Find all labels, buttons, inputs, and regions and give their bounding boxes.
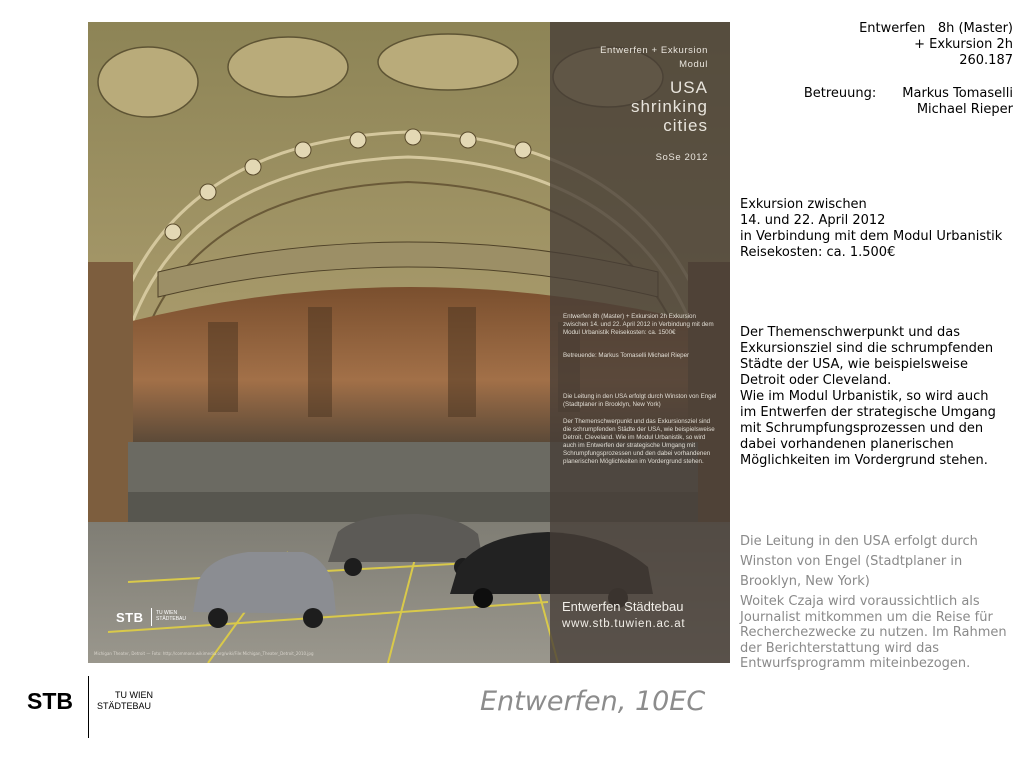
poster-title-line: cities [663, 116, 708, 135]
poster-title-line: USA [670, 78, 708, 97]
theme-line: mit Schrumpfungsprozessen und den [740, 421, 984, 436]
course-number: 260.187 [959, 53, 1013, 68]
theme-line: Der Themenschwerpunkt und das [740, 325, 961, 340]
poster-footer-title: Entwerfen Städtebau [562, 599, 684, 614]
excursion-line: 14. und 22. April 2012 [740, 213, 886, 228]
course-hours: Entwerfen 8h (Master) [859, 21, 1013, 36]
poster-semester: SoSe 2012 [655, 152, 708, 163]
theme-line: Wie im Modul Urbanistik, so wird auch [740, 389, 989, 404]
poster-title [631, 78, 708, 135]
theme-line: im Entwerfen der strategische Umgang [740, 405, 996, 420]
excursion-line: Reisekosten: ca. 1.500€ [740, 245, 896, 260]
leitung-line: Winston von Engel (Stadtplaner in [740, 554, 963, 569]
poster-leitung: Die Leitung in den USA erfolgt durch Winston von Engel (Stadtplaner in Brooklyn, New York) [563, 393, 717, 408]
poster-stb-divider [151, 608, 152, 626]
logo-divider [88, 676, 89, 738]
leitung-info [740, 532, 1015, 592]
poster-stb-logo [116, 609, 187, 627]
stb-logo-abbr: STB [27, 688, 73, 714]
poster-theme: Der Themenschwerpunkt und das Exkursionsziel sind die schrumpfenden Städte der USA, wie beispielsweise Detroit, Cleveland. Wie im Modul Urbanistik, so wird auch im Entwerfen der strategische Umgang mit Schrumpfungsprozessen und den dabei vorhandenen planerischen Möglichkeiten im Vordergrund stehen. [563, 418, 715, 465]
course-excursion-hours: + Exkursion 2h [914, 37, 1013, 52]
journalist-line: Journalist mitkommen um die Reise für [740, 609, 993, 625]
journalist-info [740, 594, 1015, 672]
footer-title: Entwerfen, 10EC [480, 686, 706, 717]
leitung-line: Brooklyn, New York) [740, 574, 870, 589]
theme-description [740, 325, 1015, 469]
supervision-label: Betreuung: [803, 86, 877, 101]
institute-line: TU WIEN [115, 690, 153, 700]
excursion-line: in Verbindung mit dem Modul Urbanistik [740, 229, 1003, 244]
leitung-line: Die Leitung in den USA erfolgt durch [740, 534, 978, 549]
supervisor-name: Michael Rieper [916, 102, 1013, 117]
poster-footer-url: www.stb.tuwien.ac.at [562, 618, 686, 630]
poster-stb-institute [156, 610, 186, 622]
poster-stb-abbr: STB [116, 610, 144, 625]
journalist-line: Entwurfsprogramm miteinbezogen. [740, 656, 971, 671]
poster-course-info: Entwerfen 8h (Master) + Exkursion 2h Exkursion zwischen 14. und 22. April 2012 in Verbindung mit dem Modul Urbanistik Reisekosten: ca. 1500€ [563, 313, 714, 336]
theme-line: dabei vorhandenen planerischen [740, 437, 954, 452]
supervision [753, 86, 1013, 118]
poster-heading-line: Modul [679, 59, 708, 70]
poster-heading-line: Entwerfen + Exkursion [600, 45, 708, 56]
excursion-info [740, 197, 1015, 261]
poster-photo-credit: Michigan Theater, Detroit — Foto: http://commons.wikimedia.org/wiki/File:Michigan_Theater_Detroit_2010.jpg [94, 651, 314, 656]
theme-line: Möglichkeiten im Vordergrund stehen. [740, 453, 988, 468]
theme-line: Exkursionsziel sind die schrumpfenden [740, 341, 994, 356]
poster-stb-institute-line: STÄDTEBAU [156, 616, 187, 622]
excursion-line: Exkursion zwischen [740, 197, 867, 212]
poster-stb-institute-line: TU WIEN [156, 610, 178, 616]
theme-line: Detroit oder Cleveland. [740, 373, 892, 388]
institute-line: STÄDTEBAU [97, 701, 152, 711]
journalist-line: Recherchezwecke zu nutzen. Im Rahmen [740, 625, 1007, 640]
poster-supervisors: Betreuende: Markus Tomaselli Michael Rieper [563, 352, 690, 359]
stb-logo-institute [97, 690, 153, 712]
journalist-line: Woitek Czaja wird voraussichtlich als [740, 594, 980, 609]
poster-image [88, 22, 730, 663]
poster-title-line: shrinking [630, 97, 708, 116]
journalist-line: der Berichterstattung wird das [740, 640, 940, 656]
theme-line: Städte der USA, wie beispielsweise [740, 357, 968, 372]
supervisor-list [902, 86, 1013, 118]
poster-info-panel [550, 22, 730, 663]
poster-heading [600, 44, 708, 72]
supervisor-name: Markus Tomaselli [902, 86, 1013, 101]
course-header [753, 21, 1013, 118]
